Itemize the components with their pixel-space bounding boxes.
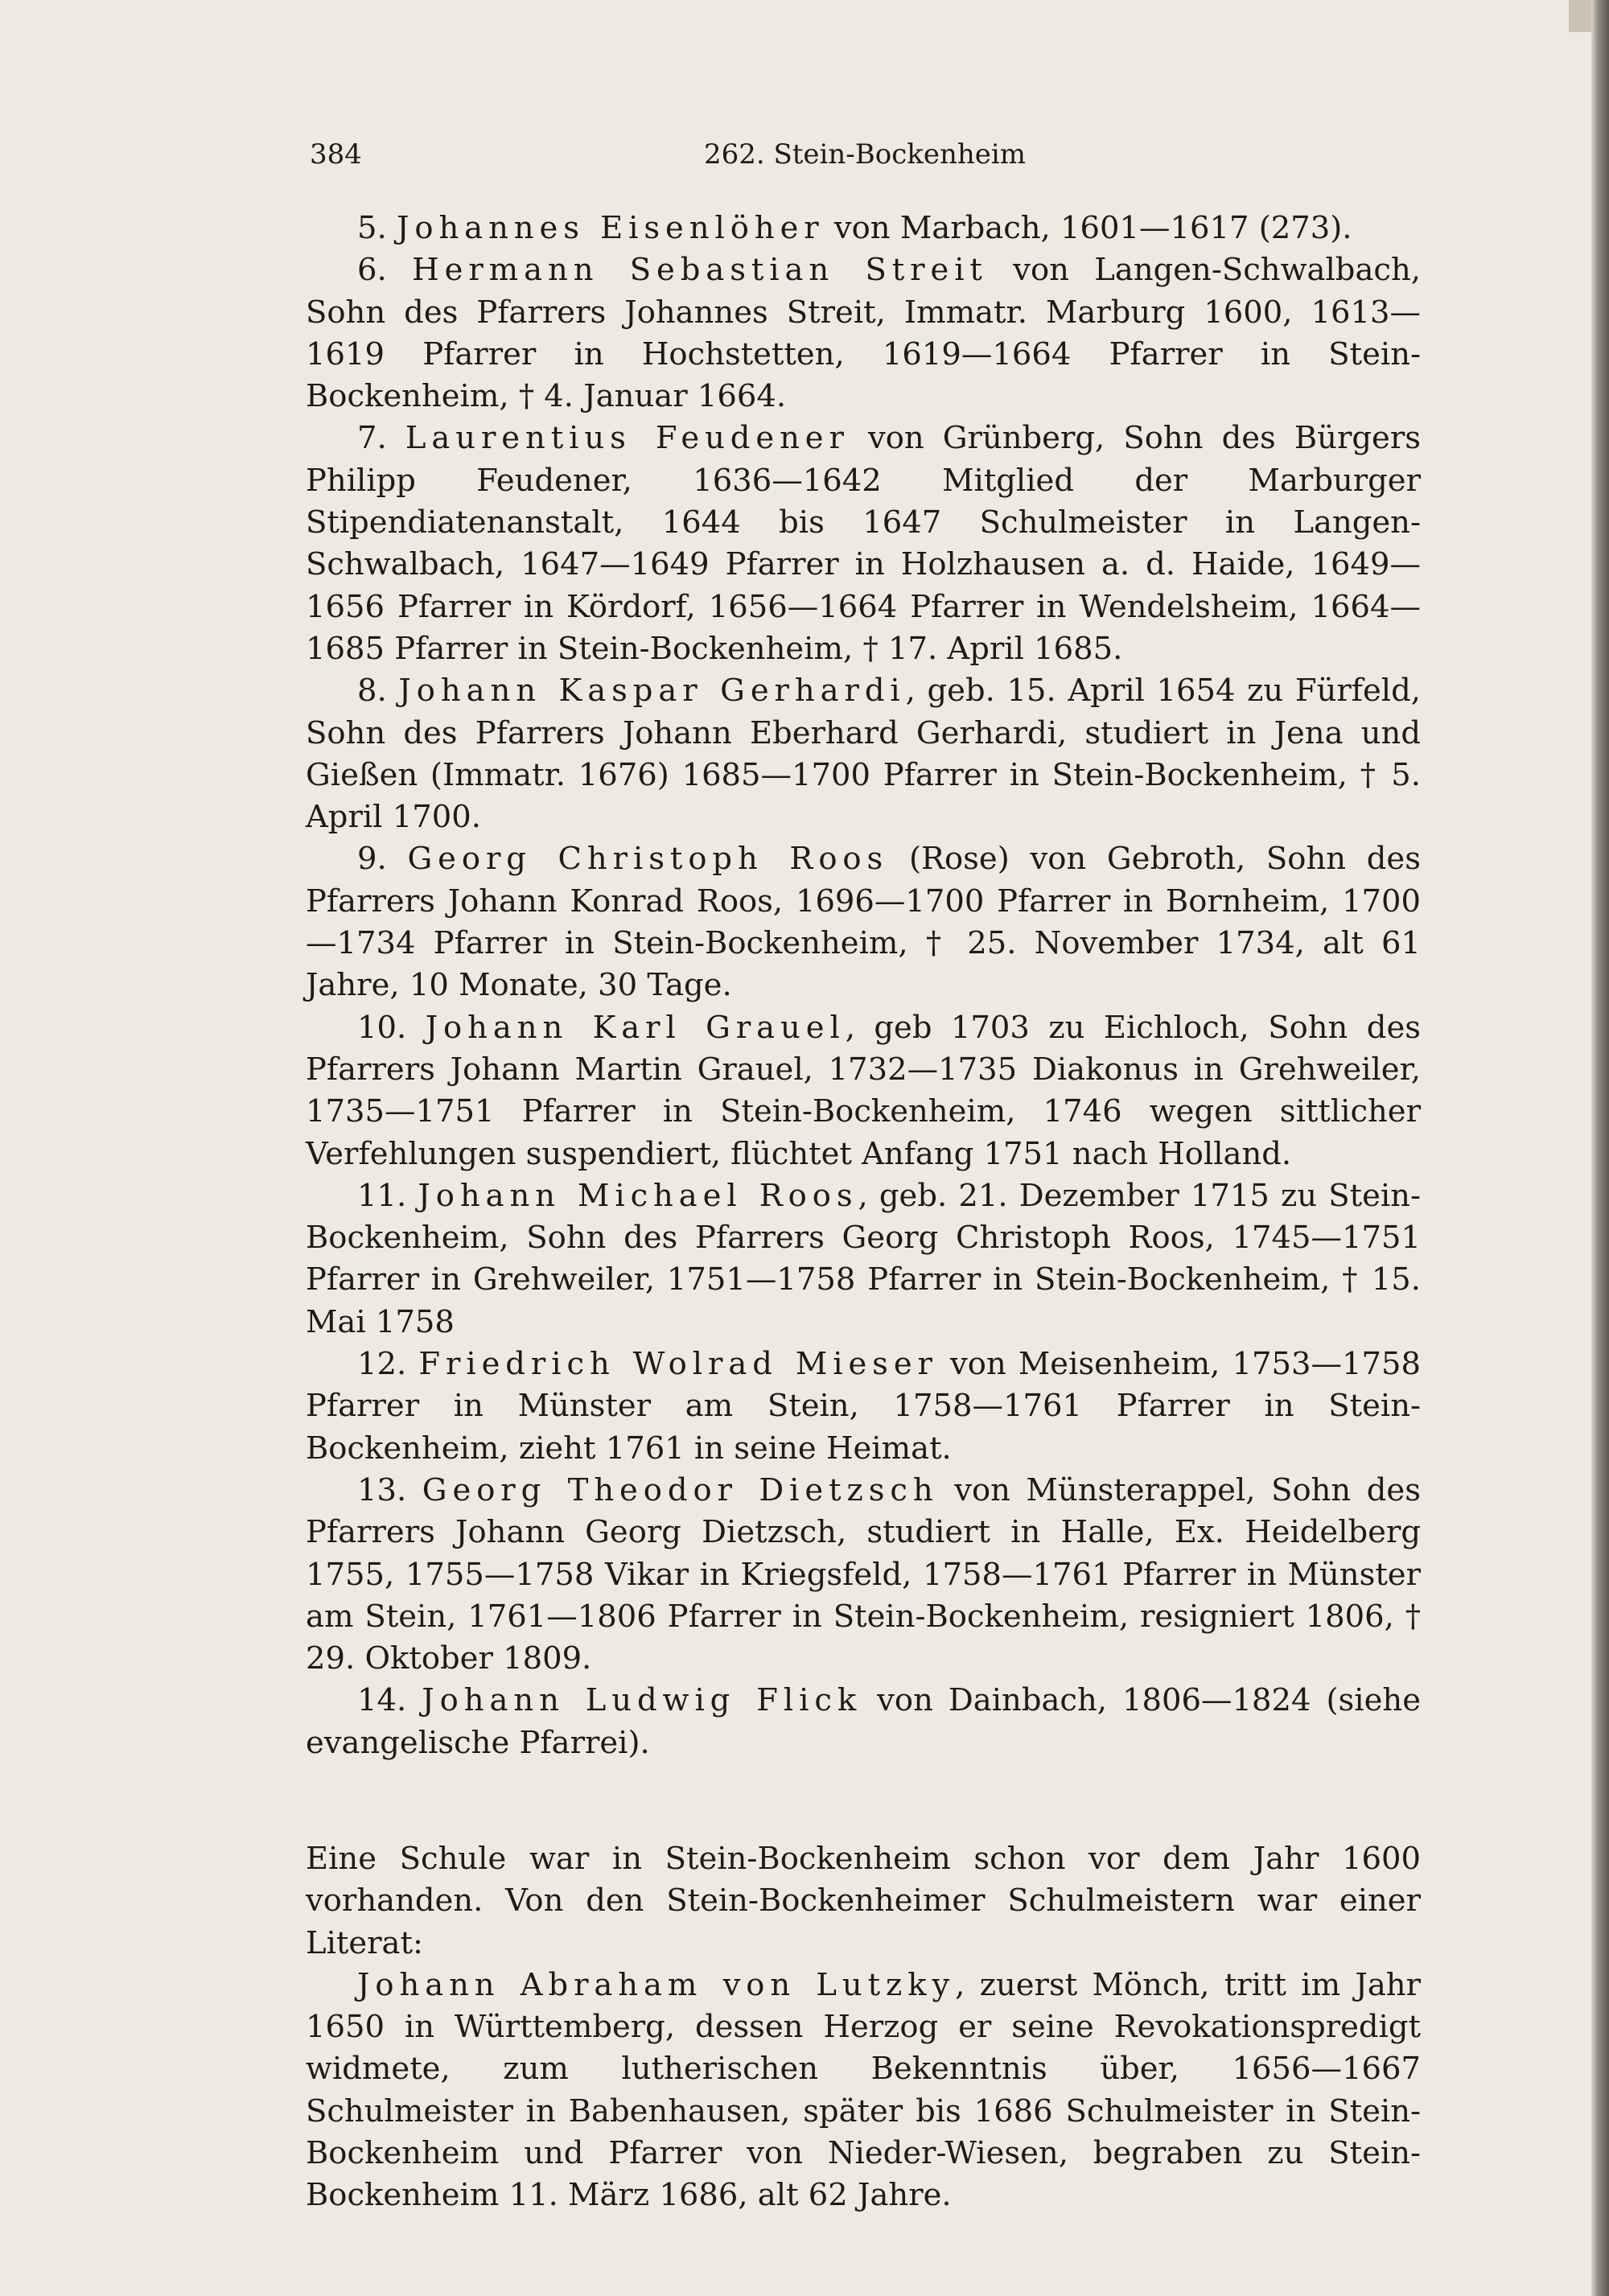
entry-text: , geb. 15. April 1654 zu Fürfeld, Sohn des Pfarrers Johann Eberhard Gerhardi, studiert in Jena und Gießen (Immatr. 1676) 1685—1700 Pfarrer in Stein-Bockenheim, † 5. April 1700. xyxy=(306,673,1421,836)
page-number: 384 xyxy=(310,138,362,171)
pastor-entry-10 xyxy=(306,1007,1421,1175)
page-body xyxy=(306,208,1421,2217)
entry-text: von Dainbach, 1806—1824 (siehe evangelische Pfarrei). xyxy=(306,1682,1421,1761)
entry-text: von Münsterappel, Sohn des Pfarrers Johann Georg Dietzsch, studiert in Halle, Ex. Heidelberg 1755, 1755—1758 Vikar in Kriegsfeld, 1758—1761 Pfarrer in Münster am Stein, 1761—1806 Pfarrer in Stein-Bockenheim, resigniert 1806, † 29. Oktober 1809. xyxy=(306,1471,1421,1677)
entry-text: , geb 1703 zu Eichloch, Sohn des Pfarrers Johann Martin Grauel, 1732—1735 Diakonus in Grehweiler, 1735—1751 Pfarrer in Stein-Bockenheim, 1746 wegen sittlicher Verfehlungen suspendiert, flüchtet Anfang 1751 nach Holland. xyxy=(306,1009,1421,1172)
entry-text: von Meisenheim, 1753—1758 Pfarrer in Münster am Stein, 1758—1761 Pfarrer in Stein-Bockenheim, zieht 1761 in seine Heimat. xyxy=(306,1346,1421,1467)
entry-name: Johann Ludwig Flick xyxy=(422,1682,862,1719)
pastor-entry-7 xyxy=(306,418,1421,670)
entry-number: 11. xyxy=(357,1177,407,1214)
entry-name: Laurentius Feudener xyxy=(405,420,850,457)
scan-edge xyxy=(1591,0,1609,2296)
entry-name: Georg Christoph Roos xyxy=(407,841,889,878)
entry-name: Johann Abraham von Lutzky xyxy=(357,1966,956,2003)
pastor-entry-9 xyxy=(306,838,1421,1006)
entry-number: 12. xyxy=(357,1346,407,1383)
entry-number: 9. xyxy=(357,841,387,878)
entry-number: 6. xyxy=(357,252,387,289)
pastor-entry-13 xyxy=(306,1470,1421,1680)
entry-name: Friedrich Wolrad Mieser xyxy=(418,1346,938,1383)
entry-text: (Rose) von Gebroth, Sohn des Pfarrers Johann Konrad Roos, 1696—1700 Pfarrer in Bornheim, 1700—1734 Pfarrer in Stein-Bockenheim, † 25. November 1734, alt 61 Jahre, 10 Monate, 30 Tage. xyxy=(306,841,1421,1004)
entry-name: Johann Michael Roos xyxy=(418,1177,858,1214)
entry-name: Georg Theodor Dietzsch xyxy=(422,1471,939,1508)
pastor-entry-5 xyxy=(306,208,1421,249)
entry-name: Johann Kaspar Gerhardi xyxy=(398,673,906,710)
school-intro: Eine Schule war in Stein-Bockenheim schon vor dem Jahr 1600 vorhanden. Von den Stein-Bockenheimer Schulmeistern war einer Literat: xyxy=(306,1840,1421,1961)
page-header xyxy=(310,138,1420,179)
entry-text: von Langen-Schwalbach, Sohn des Pfarrers Johannes Streit, Immatr. Marburg 1600, 1613—1619 Pfarrer in Hochstetten, 1619—1664 Pfarrer in Stein-Bockenheim, † 4. Januar 1664. xyxy=(306,252,1421,415)
entry-name: Johann Karl Grauel xyxy=(425,1009,846,1046)
entry-name: Hermann Sebastian Streit xyxy=(412,252,988,289)
entry-number: 5. xyxy=(357,210,387,246)
entry-number: 8. xyxy=(357,673,387,710)
entry-number: 14. xyxy=(357,1682,407,1719)
pastor-entry-6 xyxy=(306,249,1421,418)
entry-number: 13. xyxy=(357,1471,407,1508)
section-gap xyxy=(306,1764,1421,1838)
pastor-entry-8 xyxy=(306,670,1421,838)
school-entry xyxy=(306,1965,1421,2217)
pastor-entry-14 xyxy=(306,1680,1421,1764)
entry-name: Johannes Eisenlöher xyxy=(396,210,825,246)
entry-number: 10. xyxy=(357,1009,407,1046)
running-title: 262. Stein-Bockenheim xyxy=(703,138,1027,171)
entry-text: von Grünberg, Sohn des Bürgers Philipp Feudener, 1636—1642 Mitglied der Marburger Stipendiatenanstalt, 1644 bis 1647 Schulmeister in Langen-Schwalbach, 1647—1649 Pfarrer in Holzhausen a. d. Haide, 1649—1656 Pfarrer in Kördorf, 1656—1664 Pfarrer in Wendelsheim, 1664—1685 Pfarrer in Stein-Bockenheim, † 17. April 1685. xyxy=(306,420,1421,667)
scan-edge-corner xyxy=(1569,0,1591,32)
entry-number: 7. xyxy=(357,420,387,457)
pastor-entry-11 xyxy=(306,1175,1421,1343)
entry-text: , geb. 21. Dezember 1715 zu Stein-Bockenheim, Sohn des Pfarrers Georg Christoph Roos, 1745—1751 Pfarrer in Grehweiler, 1751—1758 Pfarrer in Stein-Bockenheim, † 15. Mai 1758 xyxy=(306,1177,1421,1340)
entry-text: , zuerst Mönch, tritt im Jahr 1650 in Württemberg, dessen Herzog er seine Revokationspredigt widmete, zum lutherischen Bekenntnis über, 1656—1667 Schulmeister in Babenhausen, später bis 1686 Schulmeister in Stein-Bockenheim und Pfarrer von Nieder-Wiesen, begraben zu Stein-Bockenheim 11. März 1686, alt 62 Jahre. xyxy=(306,1966,1421,2214)
pastor-entry-12 xyxy=(306,1343,1421,1470)
entry-text: von Marbach, 1601—1617 (273). xyxy=(824,210,1352,246)
